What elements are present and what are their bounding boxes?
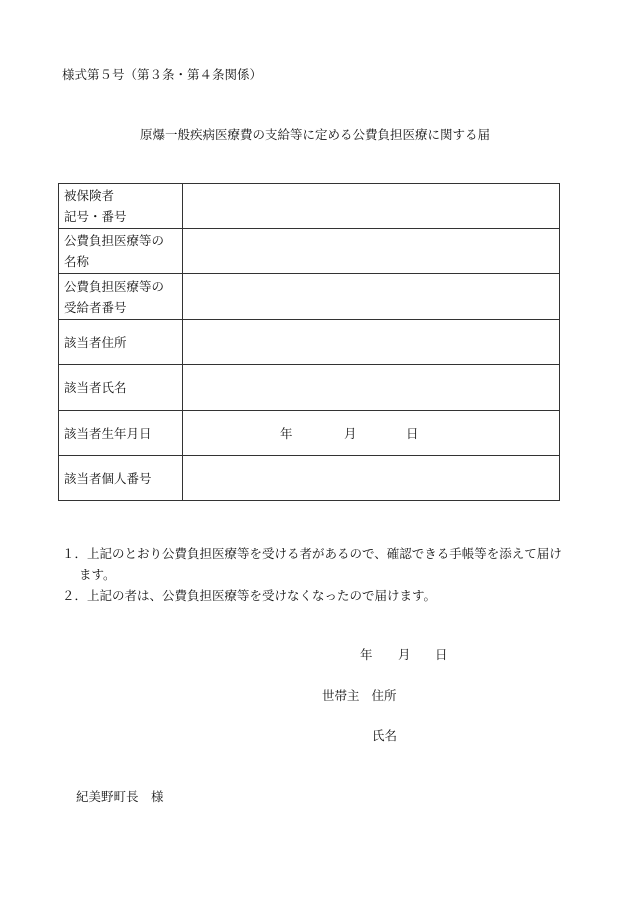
name-field[interactable]: [183, 365, 560, 411]
program-name-label: [59, 229, 183, 274]
recipient-number-label: [59, 274, 183, 320]
program-name-field[interactable]: [183, 229, 560, 274]
submission-year-label: 年: [360, 647, 373, 662]
table-row-insured-number: [59, 184, 560, 229]
insured-number-field[interactable]: [183, 184, 560, 229]
personal-number-label: 該当者個人番号: [59, 456, 183, 501]
insured-number-label: [59, 184, 183, 229]
program-name-label-line2: 名称: [64, 254, 90, 269]
householder-address-line: [322, 686, 397, 704]
table-row-address: [59, 320, 560, 365]
householder-address-label: 住所: [371, 688, 397, 703]
table-row-program-name: [59, 229, 560, 274]
insured-number-label-line2: 記号・番号: [64, 209, 127, 224]
table-row-name: [59, 365, 560, 411]
notice-item-2: ２．上記の者は、公費負担医療等を受けなくなったので届けます。: [62, 588, 437, 603]
personal-number-field[interactable]: [183, 456, 560, 501]
name-label: 該当者氏名: [59, 365, 183, 411]
recipient-number-field[interactable]: [183, 274, 560, 320]
householder-name-label: 氏名: [372, 728, 398, 743]
recipient-number-label-line1: 公費負担医療等の: [64, 278, 165, 294]
householder-label: 世帯主: [322, 688, 360, 703]
notice-list: [62, 543, 572, 606]
birth-day-label: 日: [406, 426, 419, 441]
submission-day-label: 日: [435, 647, 448, 662]
form-number: 様式第５号（第３条・第４条関係）: [62, 67, 263, 82]
document-title: 原爆一般疾病医療費の支給等に定める公費負担医療に関する届: [139, 127, 490, 142]
table-row-recipient-number: [59, 274, 560, 320]
table-row-birthdate: [59, 411, 560, 456]
address-field[interactable]: [183, 320, 560, 365]
address-label: 該当者住所: [59, 320, 183, 365]
submission-month-label: 月: [398, 647, 411, 662]
application-form-table: [58, 183, 560, 501]
addressee: 紀美野町長 様: [76, 789, 164, 804]
table-row-personal-number: [59, 456, 560, 501]
recipient-number-label-line2: 受給者番号: [64, 299, 127, 315]
notice-item-1: １．上記のとおり公費負担医療等を受ける者があるので、確認できる手帳等を添えて届けます。: [62, 546, 562, 582]
program-name-label-line1: 公費負担医療等の: [64, 233, 165, 248]
insured-number-label-line1: 被保険者: [64, 188, 115, 203]
birth-year-label: 年: [280, 426, 293, 441]
birthdate-field[interactable]: [183, 411, 560, 456]
birth-month-label: 月: [344, 426, 357, 441]
birthdate-label: 該当者生年月日: [59, 411, 183, 456]
